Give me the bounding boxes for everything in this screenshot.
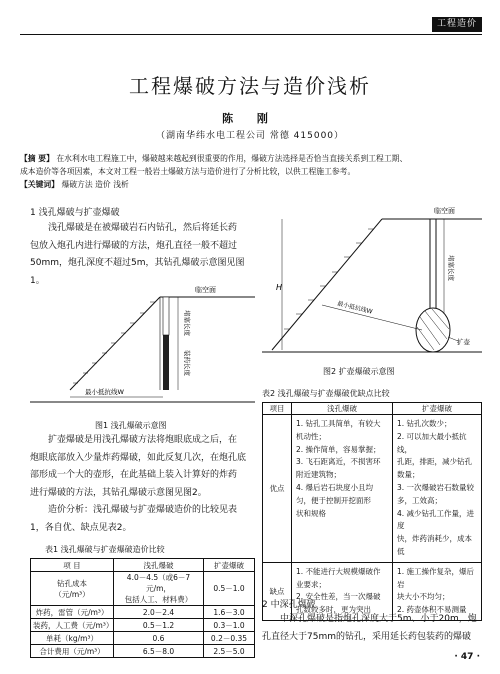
- text-line: 炮眼底部放入少量炸药爆破，如此反复几次，在炮孔底: [30, 452, 247, 463]
- table1-header: 浅孔爆破: [114, 559, 204, 572]
- text-line: 造价分析：浅孔爆破与扩壶爆破造价的比较见表: [48, 505, 238, 515]
- section2-heading: 2 中深孔爆破: [262, 600, 316, 610]
- table-cell: 0.6: [114, 632, 204, 645]
- section-tag: 工程造价: [432, 17, 482, 32]
- slope-hatch: [73, 302, 155, 383]
- table-cell: 4.0－4.5（或6－7元/m，: [126, 573, 191, 593]
- table-cell: 0.2－0.35: [204, 632, 255, 645]
- table-cell: 合计费用（元/m³）: [31, 645, 114, 658]
- text-line: 包放入炮孔内进行爆破的方法，炮孔直径一般不超过: [30, 240, 238, 251]
- charge-length-label-fig1: 装药长度: [183, 350, 191, 376]
- table-cell: 装药，人工费（元/m³）: [31, 619, 114, 632]
- header-rule: [20, 34, 482, 35]
- table-cell: 0.5－1.0: [204, 572, 255, 606]
- min-burden-label-fig1: 最小抵抗线W: [85, 388, 124, 396]
- abstract-label: 【摘 要】: [20, 154, 54, 163]
- table1-header: 项 目: [31, 559, 114, 572]
- table-row: [31, 632, 255, 645]
- slope-line: [70, 297, 160, 390]
- table-row: [31, 606, 255, 619]
- table1: [30, 558, 255, 658]
- table-cell: 炸药，雷管（元/m³）: [31, 606, 114, 619]
- table-row-label: 缺点: [263, 562, 292, 620]
- text-line: 进行爆破的方法，其钻孔爆破示意图见图2。: [30, 487, 207, 498]
- stemming-column: [163, 297, 169, 335]
- table-cell: 1.6－3.0: [204, 606, 255, 619]
- table2-header: 扩壶爆破: [393, 403, 482, 415]
- table-row: [31, 572, 255, 606]
- table-row-label: 优点: [263, 415, 292, 563]
- pot-label: 扩壶: [457, 338, 470, 346]
- slope-line: [272, 219, 382, 350]
- free-face-label-fig1: 临空面: [195, 286, 216, 294]
- min-burden-label-fig2: 最小抵抗线W: [336, 300, 374, 316]
- table-row: [263, 415, 482, 563]
- free-face-label-fig2: 临空面: [434, 207, 455, 215]
- figure1-caption: 图1 浅孔爆破示意图: [95, 421, 167, 430]
- figure2-caption: 图2 扩壶爆破示意图: [323, 367, 395, 376]
- table2-header: 浅孔爆破: [292, 403, 393, 415]
- text-line: 浅孔爆破是在被爆破岩石内钻孔，然后将延长药: [48, 223, 238, 233]
- table-cell: （元/m³）: [54, 589, 90, 599]
- table-cell: 1. 不能进行大规模爆破作 业要求； 2. 安全性差，当一次爆破 孔数较多时，更为突出: [292, 562, 393, 620]
- table2-header: 项目: [263, 403, 292, 415]
- figure2-diagram: [262, 205, 482, 365]
- table1-header: 扩壶爆破: [204, 559, 255, 572]
- height-label: H: [276, 283, 283, 292]
- abstract-line-2: 成本造价等各项因素，本文对工程一般岩土爆破方法与造价进行了分析比较，以供工程施工参考。: [20, 167, 356, 176]
- section1-heading: 1 浅孔爆破与扩壶爆破: [30, 208, 120, 218]
- table-cell: 包括人工、材料费）: [124, 595, 193, 604]
- abstract: [20, 152, 482, 191]
- table-cell: 6.5－8.0: [114, 645, 204, 658]
- table-row: [31, 645, 255, 658]
- figure1-diagram: [30, 280, 255, 415]
- section2-para1: [262, 611, 484, 646]
- table1-caption: 表1 浅孔爆破与扩壶爆破造价比较: [45, 545, 165, 554]
- text-line: 1，各自优、缺点见表2。: [30, 522, 132, 533]
- table-cell: 单耗（kg/m³）: [31, 632, 114, 645]
- text-line: 50mm，炮孔深度不超过5m，其钻孔爆破示意图见图1。: [30, 258, 245, 286]
- table-cell: 2.0－2.4: [114, 606, 204, 619]
- text-line: 中深孔爆破是指炮孔深度大于5m、小于20m，炮: [280, 614, 477, 624]
- table-cell: 钻孔成本: [57, 578, 87, 588]
- article-affiliation: （湖南华纬水电工程公司 常德 415000）: [155, 131, 345, 141]
- table2: [262, 402, 482, 621]
- table-cell: 2.5－5.0: [204, 645, 255, 658]
- keywords: 爆破方法 造价 浅析: [61, 180, 129, 189]
- stem-length-label-fig1: 堵塞长度: [183, 310, 191, 336]
- abstract-line-1: 在水利水电工程施工中，爆破越来越起到很重要的作用，爆破方法选择是否恰当直接关系到工程工期、: [56, 154, 408, 163]
- table-cell: 1. 钻孔工具简单，有较大 机动性； 2. 操作简单，容易掌握； 3. 飞石距离近，不损害环 附近建筑物； 4. 爆后岩石块度小且均 匀，便于控制开挖面形 状和规格: [292, 415, 393, 563]
- table-cell: 1. 施工操作复杂，爆后岩 块大小不均匀； 2. 药壶体积不易测量: [393, 562, 482, 620]
- article-title: 工程爆破方法与造价浅析: [129, 74, 371, 98]
- table2-caption: 表2 浅孔爆破与扩壶爆破优缺点比较: [262, 389, 390, 398]
- article-author: 陈 刚: [222, 112, 278, 125]
- table-cell: 1. 钻孔次数少； 2. 可以加大最小抵抗线， 孔距，排距，减少钻孔 数量； 3. 一次爆破岩石数量较 多，工效高； 4. 减少钻孔工作量，进度 快，炸药消耗少，成本低: [393, 415, 482, 563]
- text-line: 扩壶爆破是用浅孔爆破方法将炮眼底成之后，在: [48, 435, 238, 445]
- table-cell: 0.5－1.2: [114, 619, 204, 632]
- page-number: · 47 ·: [454, 652, 480, 662]
- table-row: [31, 619, 255, 632]
- stem-length-label-fig2: 堵塞长度: [447, 255, 455, 281]
- keywords-label: 【关键词】: [20, 180, 59, 189]
- charge-column: [163, 335, 169, 390]
- table-cell: 0.3－1.0: [204, 619, 255, 632]
- text-line: 孔直径大于75mm的钻孔，采用延长药包装药的爆破: [262, 631, 471, 642]
- section1-para2: [30, 432, 255, 537]
- text-line: 部形成一个大的壶形，在此基础上装入计算好的炸药: [30, 470, 238, 480]
